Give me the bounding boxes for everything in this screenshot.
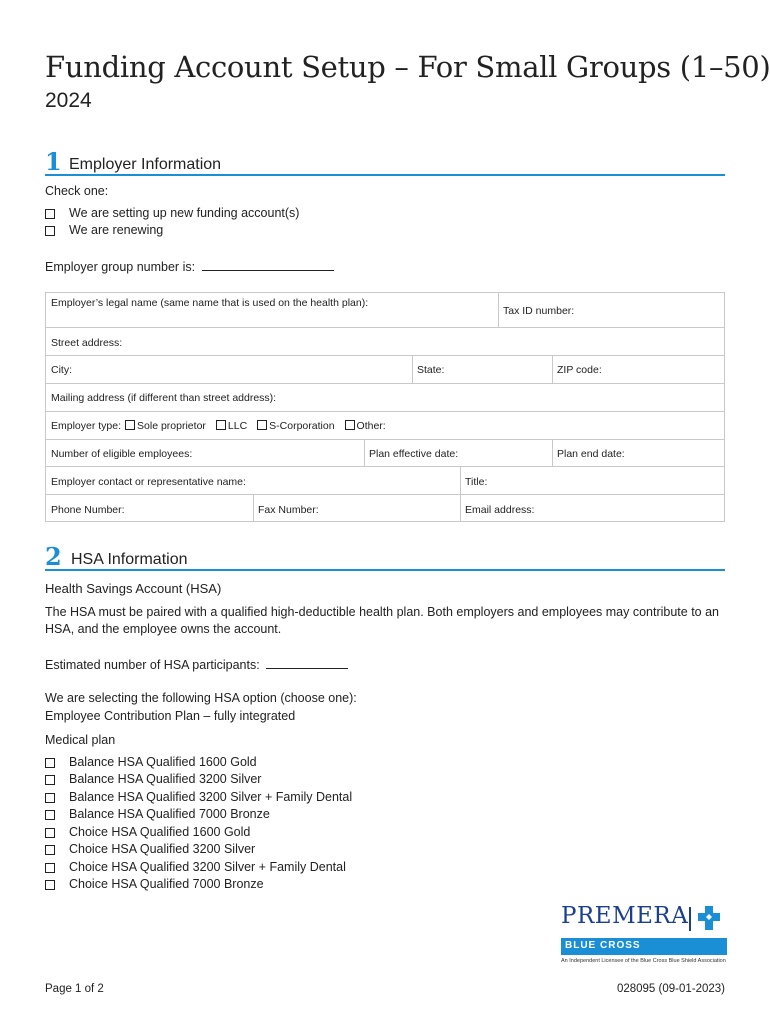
- employer-type-label: Employer type:: [51, 420, 122, 432]
- tax-id-field[interactable]: Tax ID number:: [503, 305, 575, 317]
- form-code: 028095 (09-01-2023): [616, 983, 725, 995]
- plan-label: Choice HSA Qualified 3200 Silver: [69, 842, 256, 856]
- type-option-label: Sole proprietor: [137, 420, 206, 432]
- employer-info-table: [45, 292, 725, 522]
- participants-line[interactable]: [266, 656, 348, 669]
- section-number: 1: [45, 147, 62, 176]
- sole-proprietor-checkbox[interactable]: [125, 420, 135, 430]
- participants-label: Estimated number of HSA participants:: [45, 658, 260, 672]
- section-title: Employer Information: [69, 156, 222, 173]
- blue-cross-icon: [697, 905, 721, 931]
- checkbox[interactable]: [45, 226, 55, 236]
- plan-label: Choice HSA Qualified 1600 Gold: [69, 825, 251, 839]
- checkbox[interactable]: [45, 775, 55, 785]
- premera-logo: [561, 903, 727, 967]
- selecting-label: We are selecting the following HSA option (choose one):: [45, 691, 357, 705]
- plan-effective-date-field[interactable]: Plan effective date:: [369, 448, 459, 460]
- page-title: Funding Account Setup – For Small Groups (1–50): [45, 50, 770, 84]
- other-checkbox[interactable]: [345, 420, 355, 430]
- group-number-line[interactable]: [202, 258, 334, 271]
- section-title: HSA Information: [71, 551, 188, 568]
- plan-end-date-field[interactable]: Plan end date:: [557, 448, 625, 460]
- checkbox[interactable]: [45, 828, 55, 838]
- phone-number-field[interactable]: Phone Number:: [51, 504, 125, 516]
- hsa-subheading: Health Savings Account (HSA): [45, 581, 222, 596]
- group-number-label: Employer group number is:: [45, 260, 196, 274]
- llc-checkbox[interactable]: [216, 420, 226, 430]
- city-field[interactable]: City:: [51, 364, 72, 376]
- medical-plan-label: Medical plan: [45, 733, 116, 747]
- checkbox[interactable]: [45, 209, 55, 219]
- email-address-field[interactable]: Email address:: [465, 504, 535, 516]
- plan-label: Balance HSA Qualified 3200 Silver + Family Dental: [69, 790, 353, 804]
- checkbox[interactable]: [45, 845, 55, 855]
- eligible-employees-field[interactable]: Number of eligible employees:: [51, 448, 193, 460]
- contact-name-field[interactable]: Employer contact or representative name:: [51, 476, 246, 488]
- checkbox[interactable]: [45, 810, 55, 820]
- logo-divider: [689, 907, 691, 931]
- type-option-label: Other:: [356, 420, 386, 432]
- checkbox[interactable]: [45, 863, 55, 873]
- plan-type-label: Employee Contribution Plan – fully integrated: [45, 709, 296, 723]
- logo-wordmark: PREMERA: [561, 903, 689, 929]
- logo-band-text: BLUE CROSS: [565, 940, 641, 951]
- logo-band: [561, 938, 727, 955]
- option-label: We are setting up new funding account(s): [69, 206, 300, 220]
- fax-number-field[interactable]: Fax Number:: [258, 504, 319, 516]
- plan-label: Balance HSA Qualified 3200 Silver: [69, 772, 262, 786]
- hsa-paragraph: The HSA must be paired with a qualified high-deductible health plan. Both employers and employees may contribute to an HSA, and the employee owns the account.: [45, 605, 720, 636]
- title-field[interactable]: Title:: [465, 476, 488, 488]
- mailing-address-field[interactable]: Mailing address (if different than street address):: [51, 392, 277, 404]
- section-employer-header: [45, 148, 725, 176]
- s-corporation-checkbox[interactable]: [257, 420, 267, 430]
- type-option-label: LLC: [227, 420, 248, 432]
- logo-tagline: An Independent Licensee of the Blue Cross Blue Shield Association: [561, 958, 726, 964]
- checkbox[interactable]: [45, 793, 55, 803]
- street-address-field[interactable]: Street address:: [51, 337, 123, 349]
- state-field[interactable]: State:: [417, 364, 445, 376]
- employer-type-row: [51, 420, 386, 432]
- group-number-field: [45, 258, 334, 274]
- zip-field[interactable]: ZIP code:: [557, 364, 602, 376]
- plan-label: Choice HSA Qualified 7000 Bronze: [69, 877, 264, 891]
- legal-name-field[interactable]: Employer’s legal name (same name that is used on the health plan):: [51, 297, 369, 309]
- check-one-label: Check one:: [45, 184, 109, 198]
- checkbox[interactable]: [45, 880, 55, 890]
- participants-field: [45, 656, 348, 672]
- page-number: Page 1 of 2: [45, 983, 104, 995]
- plan-label: Balance HSA Qualified 7000 Bronze: [69, 807, 270, 821]
- section-hsa-header: [45, 543, 725, 571]
- page-year: 2024: [45, 89, 92, 112]
- section-number: 2: [45, 542, 62, 571]
- type-option-label: S-Corporation: [269, 420, 335, 432]
- checkbox[interactable]: [45, 758, 55, 768]
- plan-label: Choice HSA Qualified 3200 Silver + Family Dental: [69, 860, 346, 874]
- plan-label: Balance HSA Qualified 1600 Gold: [69, 755, 257, 769]
- option-label: We are renewing: [69, 223, 164, 237]
